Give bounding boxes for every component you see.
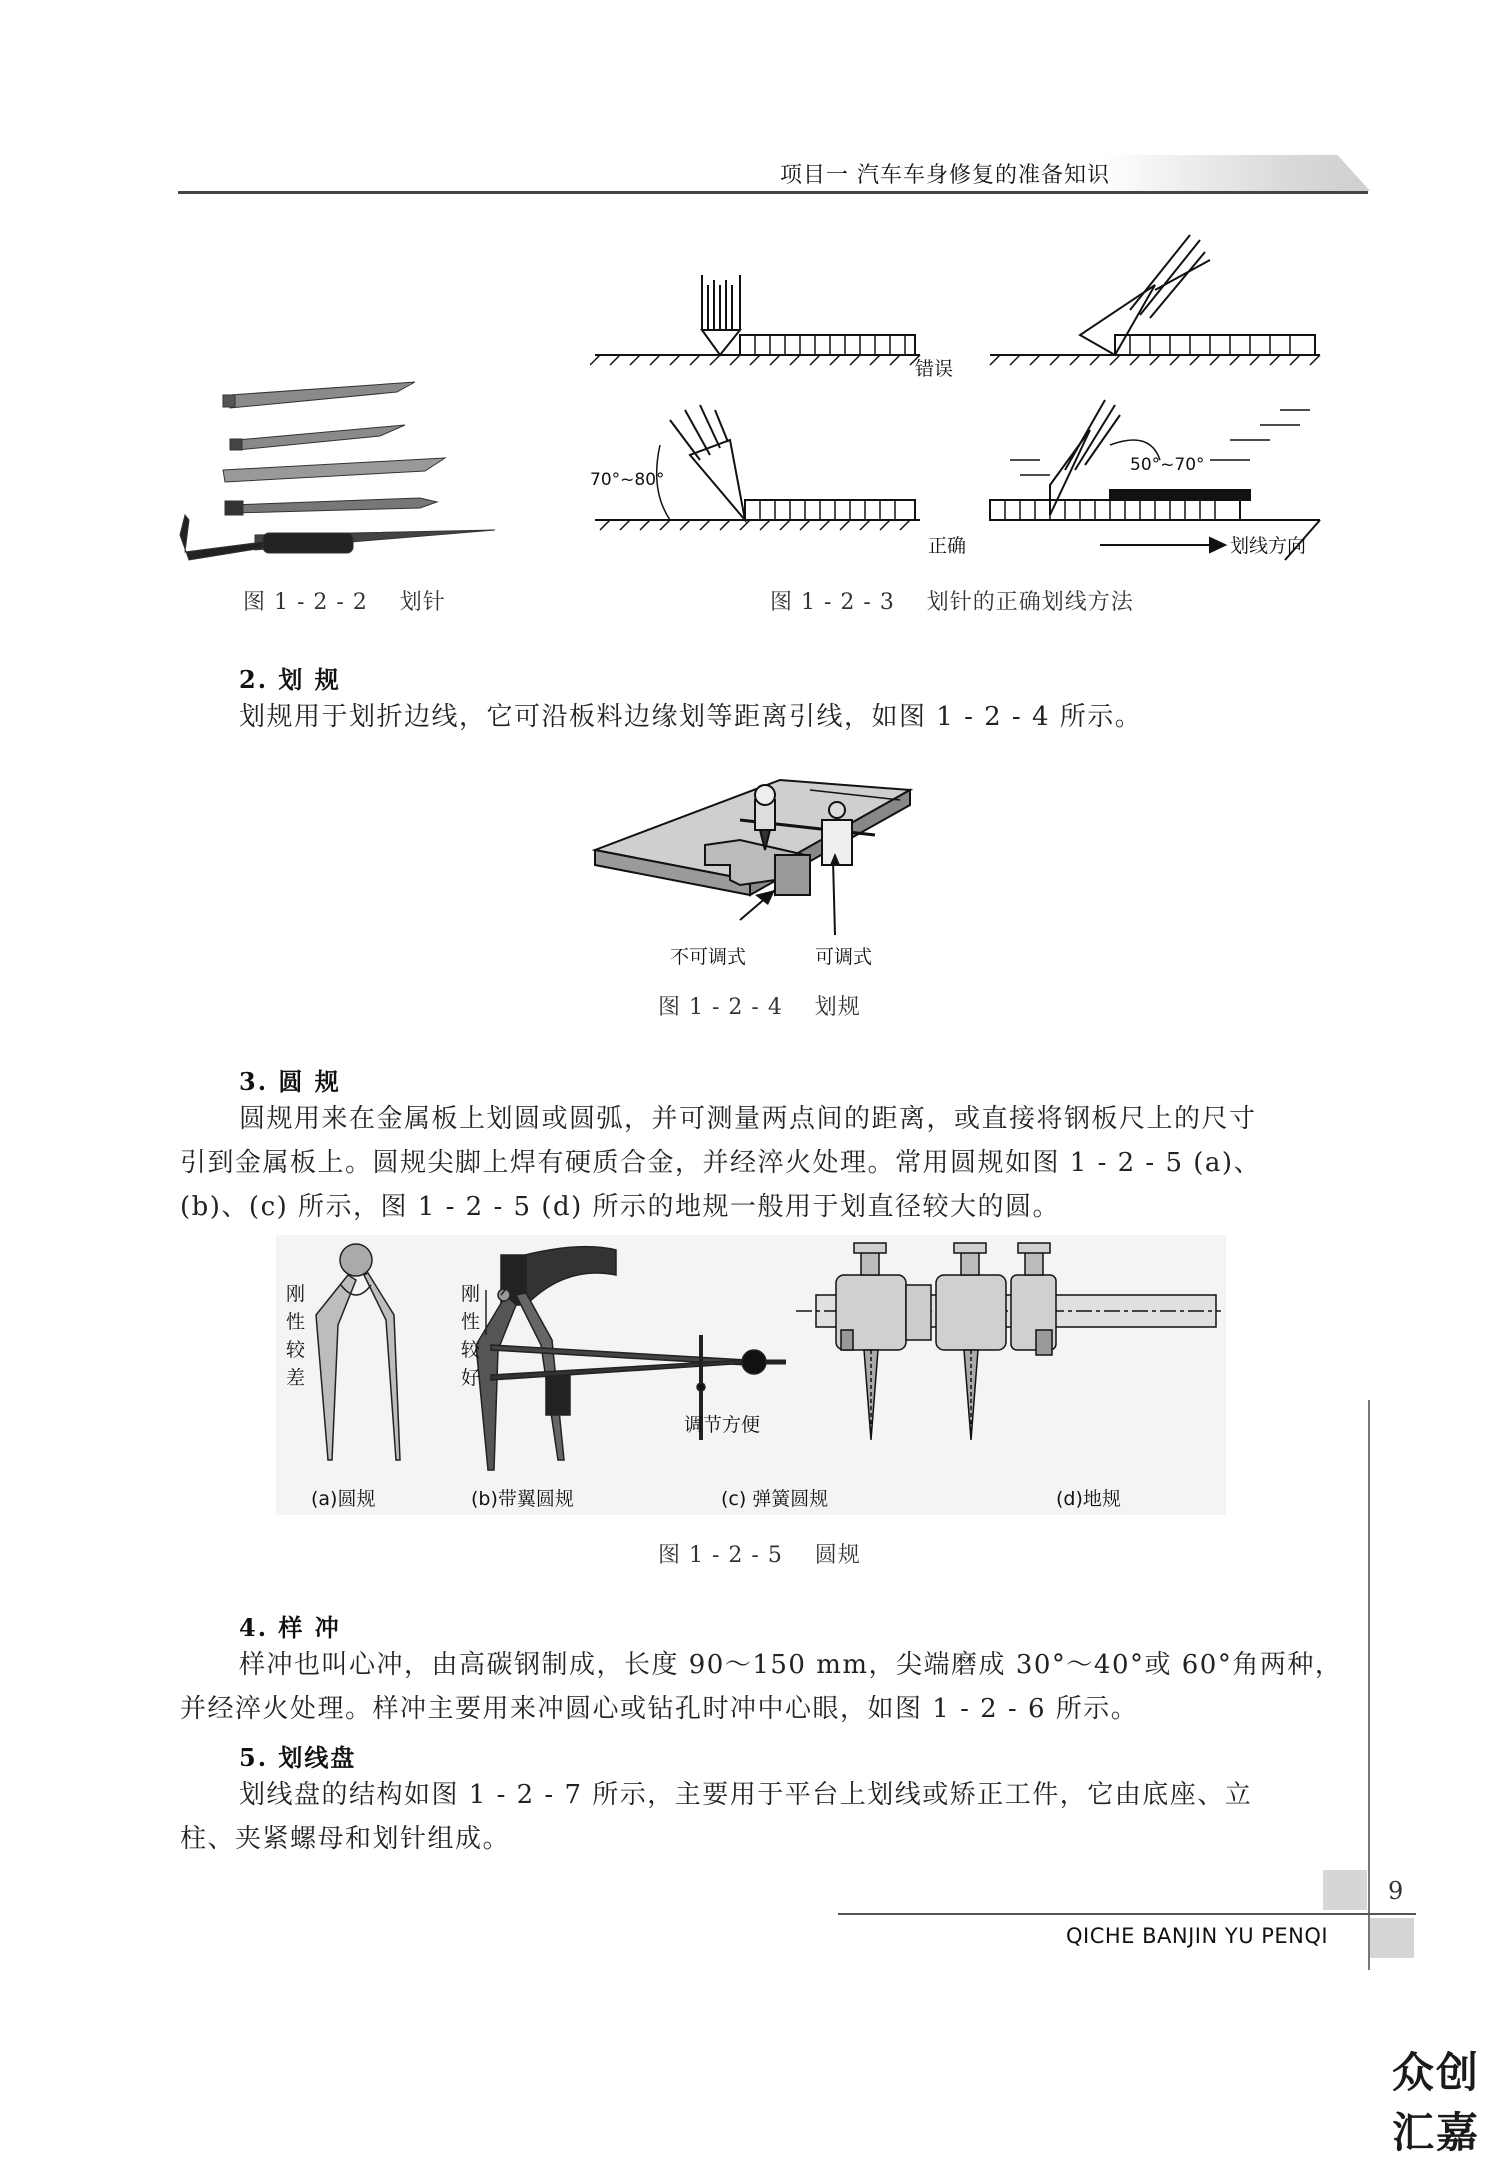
- label-rigidity-good-3: 较: [461, 1339, 481, 1361]
- svg-text:划线方向: [1230, 535, 1306, 557]
- svg-text:性: [461, 1311, 480, 1333]
- label-angle-70-80: 70°~80°: [590, 470, 665, 490]
- label-easy-adjust: 调节方便: [684, 1414, 761, 1436]
- section-heading-marking-gauge: 2. 划 规: [239, 665, 341, 694]
- section-paragraph: 并经淬火处理。样冲主要用来冲圆心或钻孔时冲中心眼，如图 1 - 2 - 6 所示。: [180, 1694, 1139, 1724]
- footer-shade-box: [1370, 1918, 1414, 1958]
- svg-text:70°~80°: [590, 470, 665, 490]
- svg-text:50°~70°: [1130, 455, 1205, 475]
- label-rigidity-poor-4: 差: [286, 1367, 306, 1389]
- section-heading-compass: 3. 圆 规: [239, 1067, 341, 1096]
- label-scribing-direction: 划线方向: [1230, 535, 1307, 557]
- watermark-logo: 众创汇嘉: [1392, 2048, 1481, 2157]
- section-paragraph: 引到金属板上。圆规尖脚上焊有硬质合金，并经淬火处理。常用圆规如图 1 - 2 - 5 (a)、: [180, 1148, 1262, 1178]
- section-paragraph: 柱、夹紧螺母和划针组成。: [180, 1824, 511, 1854]
- section-paragraph: 圆规用来在金属板上划圆或圆弧，并可测量两点间的距离，或直接将钢板尺上的尺寸: [239, 1104, 1257, 1134]
- header-shade: [1100, 155, 1370, 191]
- figure-caption-1-2-3: 图 1 - 2 - 3 划针的正确划线方法: [770, 590, 1134, 615]
- running-footer-title: QICHE BANJIN YU PENQI: [1066, 1924, 1329, 1948]
- svg-text:(d)地规: [1056, 1488, 1121, 1510]
- scriber-photo: [175, 370, 505, 570]
- footer-vertical-rule: [1368, 1400, 1370, 1970]
- label-rigidity-poor-3: 较: [286, 1339, 306, 1361]
- label-rigidity-good-1: 刚: [461, 1283, 481, 1305]
- svg-text:好: [461, 1367, 480, 1389]
- header-rule: [178, 191, 1368, 194]
- label-rigidity-poor-2: 性: [286, 1311, 306, 1333]
- label-rigidity-good-4: 好: [461, 1367, 481, 1389]
- scribing-method-diagram: [590, 230, 1330, 565]
- svg-text:差: [286, 1367, 305, 1389]
- figure-caption-1-2-4: 图 1 - 2 - 4 划规: [658, 995, 861, 1020]
- svg-text:错误: [915, 358, 953, 380]
- subcaption-b: (b)带翼圆规: [471, 1488, 574, 1510]
- svg-text:较: [286, 1339, 306, 1361]
- footer-rule: [838, 1913, 1416, 1915]
- label-wrong: 错误: [915, 358, 954, 380]
- svg-text:刚: [286, 1283, 305, 1305]
- subcaption-a: (a)圆规: [311, 1488, 376, 1510]
- section-paragraph: 样冲也叫心冲，由高碳钢制成，长度 90～150 mm，尖端磨成 30°～40°或 60°角两种，: [239, 1650, 1343, 1680]
- svg-text:不可调式: [670, 946, 746, 968]
- label-adjustable: 可调式: [815, 946, 873, 968]
- footer-shade-box: [1323, 1870, 1367, 1910]
- svg-text:较: [461, 1339, 481, 1361]
- label-angle-50-70: 50°~70°: [1130, 455, 1205, 475]
- label-non-adjustable: 不可调式: [670, 946, 747, 968]
- label-right: 正确: [928, 535, 967, 557]
- section-heading-center-punch: 4. 样 冲: [239, 1613, 341, 1642]
- section-paragraph: 划线盘的结构如图 1 - 2 - 7 所示，主要用于平台上划线或矫正工件，它由底座、立: [239, 1780, 1253, 1810]
- section-heading-surface-gauge: 5. 划线盘: [239, 1743, 357, 1772]
- section-paragraph: (b)、(c) 所示，图 1 - 2 - 5 (d) 所示的地规一般用于划直径较大的圆。: [180, 1192, 1061, 1222]
- subcaption-c: (c) 弹簧圆规: [721, 1488, 829, 1510]
- svg-text:正确: [928, 535, 966, 557]
- svg-text:调节方便: [684, 1413, 760, 1436]
- section-paragraph: 划规用于划折边线，它可沿板料边缘划等距离引线，如图 1 - 2 - 4 所示。: [239, 702, 1143, 732]
- svg-text:(b)带翼圆规: [471, 1488, 574, 1510]
- subcaption-d: (d)地规: [1056, 1488, 1121, 1510]
- running-header-title: 项目一 汽车车身修复的准备知识: [780, 163, 1110, 188]
- figure-caption-1-2-2: 图 1 - 2 - 2 划针: [243, 590, 446, 615]
- svg-text:可调式: [815, 946, 872, 968]
- compass-figure: [276, 1235, 1226, 1515]
- label-rigidity-good-2: 性: [461, 1311, 481, 1333]
- svg-text:(c) 弹簧圆规: [721, 1488, 828, 1510]
- label-rigidity-poor-1: 刚: [286, 1283, 306, 1305]
- svg-text:性: [286, 1311, 305, 1333]
- figure-caption-1-2-5: 图 1 - 2 - 5 圆规: [658, 1543, 861, 1568]
- page-number: 9: [1388, 1877, 1404, 1905]
- svg-text:(a)圆规: [311, 1488, 375, 1510]
- marking-gauge-diagram: [590, 755, 920, 970]
- svg-text:刚: [461, 1283, 480, 1305]
